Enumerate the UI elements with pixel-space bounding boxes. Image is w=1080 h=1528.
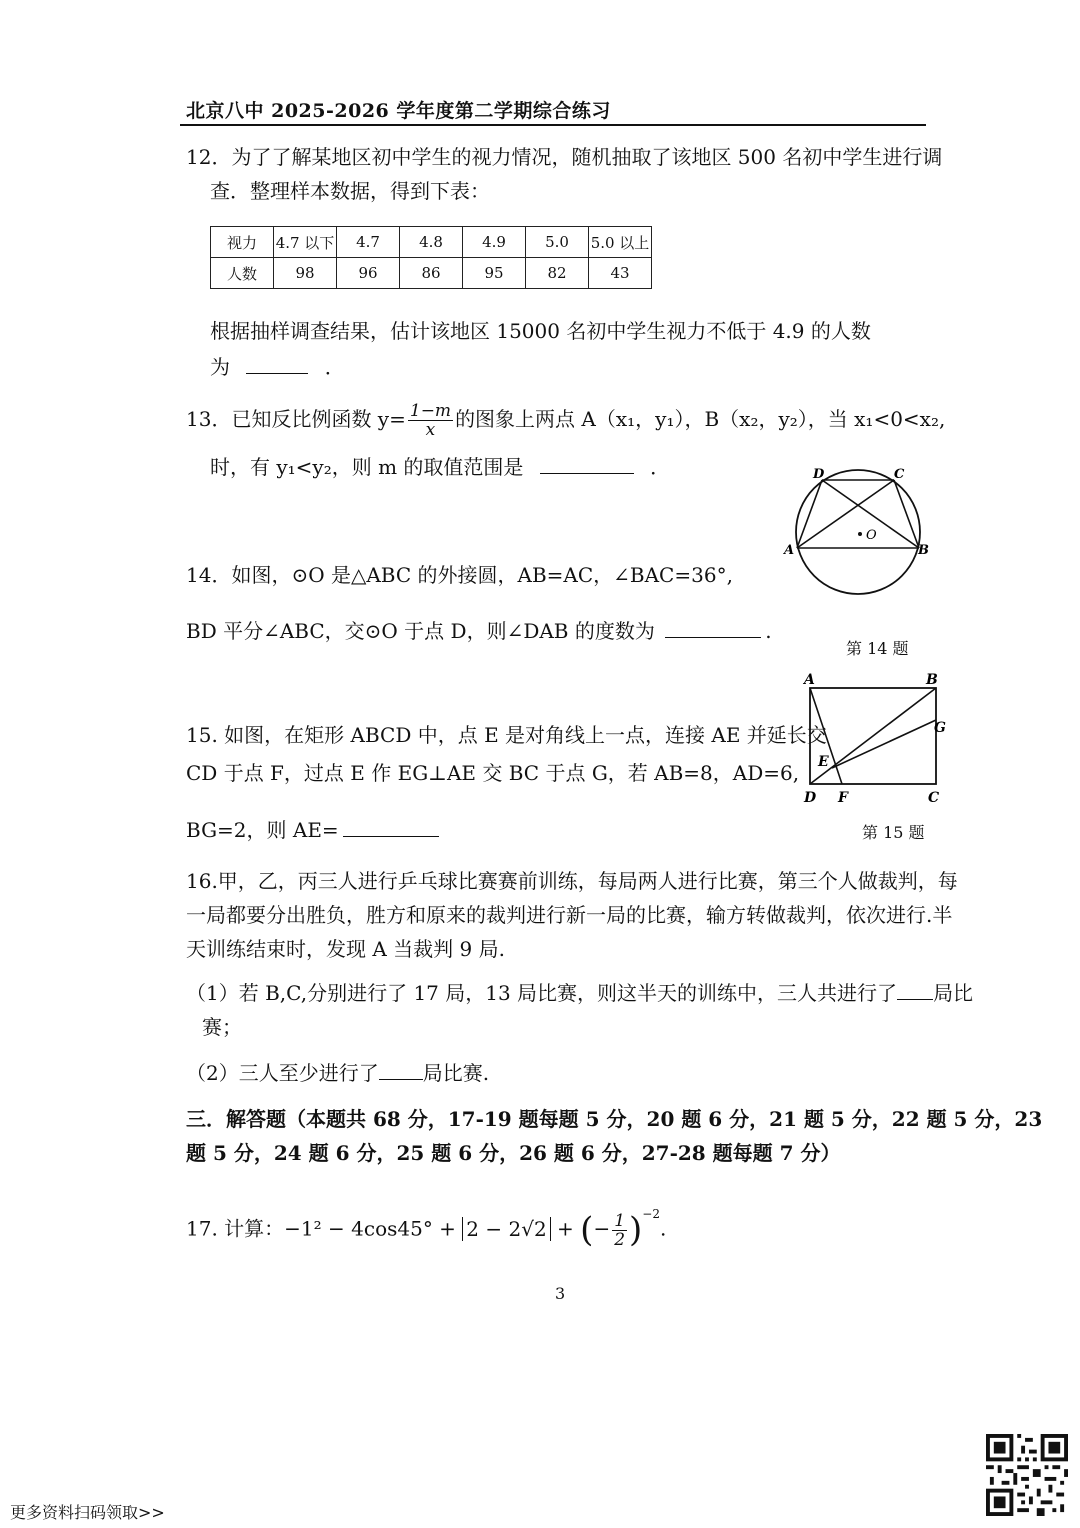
table-cell: 4.8 <box>400 227 463 258</box>
q17-abs: 2 − 2√2 <box>462 1217 550 1241</box>
q14-line2 <box>186 616 772 646</box>
figure-15-caption: 第 15 题 <box>862 823 925 842</box>
q17-suffix: . <box>660 1216 667 1241</box>
table-cell: 95 <box>463 258 526 289</box>
label-g: G <box>934 720 946 736</box>
q16-part1-line2: 赛； <box>202 1015 242 1039</box>
q17-right-paren: ) <box>629 1210 643 1251</box>
answer-blank[interactable] <box>897 981 933 1000</box>
label-c: C <box>894 467 905 482</box>
center-point <box>858 532 862 536</box>
q13-middle: 的图象上两点 A（x₁，y₁），B（x₂，y₂），当 x₁<0<x₂, <box>455 407 946 431</box>
q12-line4-suffix: ． <box>324 355 345 379</box>
footer-link[interactable]: 更多资料扫码领取>> <box>10 1503 165 1522</box>
q16-part1 <box>186 978 973 1008</box>
label-e: E <box>818 754 829 770</box>
q13-line2 <box>210 452 670 482</box>
q13-prefix: 13．已知反比例函数 y= <box>186 407 406 431</box>
q13-frac-num: 1−m <box>409 401 452 421</box>
label-o: O <box>866 528 877 543</box>
table-cell: 43 <box>589 258 652 289</box>
q12-line1: 12．为了了解某地区初中学生的视力情况，随机抽取了该地区 500 名初中学生进行调 <box>186 145 943 169</box>
table-row <box>211 227 652 258</box>
answer-blank[interactable] <box>665 619 761 638</box>
q16-part2-suffix: 局比赛. <box>422 1061 490 1085</box>
segment-bc <box>894 480 919 548</box>
label-a: A <box>784 543 795 558</box>
q17-line <box>186 1204 666 1250</box>
section3-line1: 三．解答题（本题共 68 分，17-19 题每题 5 分，20 题 6 分，21 题 5 分，22 题 5 分，23 <box>186 1107 1043 1131</box>
page-header-title: 北京八中 2025-2026 学年度第二学期综合练习 <box>186 100 611 122</box>
q17-frac-num: 1 <box>614 1210 626 1231</box>
table-cell: 4.9 <box>463 227 526 258</box>
label-b: B <box>926 672 938 688</box>
circle-o <box>796 470 920 594</box>
label-d: D <box>804 790 817 806</box>
answer-blank[interactable] <box>343 818 439 837</box>
label-f: F <box>838 790 848 806</box>
table-cell: 98 <box>274 258 337 289</box>
table-cell: 4.7 以下 <box>274 227 337 258</box>
q17-plus: + <box>550 1216 581 1241</box>
label-c: C <box>928 790 940 806</box>
table-cell: 5.0 <box>526 227 589 258</box>
q16-part2 <box>186 1058 489 1088</box>
q13-line2-prefix: 时，有 y₁<y₂，则 m 的取值范围是 <box>210 455 524 479</box>
figure-14-circle <box>780 462 930 632</box>
table-row-header: 人数 <box>211 258 274 289</box>
table-cell: 82 <box>526 258 589 289</box>
q16-part1-suffix: 局比 <box>933 981 974 1005</box>
table-cell: 96 <box>337 258 400 289</box>
vision-table <box>210 226 652 289</box>
q15-line3 <box>186 815 439 845</box>
q12-line2: 查．整理样本数据，得到下表： <box>210 179 490 203</box>
q16-line3: 天训练结束时，发现 A 当裁判 9 局. <box>186 937 505 961</box>
q16-line2: 一局都要分出胜负，胜方和原来的裁判进行新一局的比赛，输方转做裁判，依次进行.半 <box>186 903 953 927</box>
qr-code-icon[interactable] <box>986 1434 1068 1516</box>
q13-line1 <box>186 402 945 439</box>
table-cell: 4.7 <box>337 227 400 258</box>
q17-fraction <box>612 1212 627 1249</box>
header-rule <box>180 124 926 126</box>
figure-14-caption: 第 14 题 <box>846 639 909 658</box>
q17-expr1: −1² − 4cos45° + <box>284 1216 463 1241</box>
answer-blank[interactable] <box>246 355 308 374</box>
diagonal-db <box>810 688 936 784</box>
q14-line2-prefix: BD 平分∠ABC，交⊙O 于点 D，则∠DAB 的度数为 <box>186 619 655 643</box>
page-number: 3 <box>555 1284 566 1303</box>
answer-blank[interactable] <box>540 455 634 474</box>
q15-line1: 15. 如图，在矩形 ABCD 中，点 E 是对角线上一点，连接 AE 并延长交 <box>186 723 827 747</box>
q17-prefix: 17. 计算： <box>186 1216 285 1241</box>
q13-line2-suffix: ． <box>650 455 671 479</box>
q14-line2-suffix: . <box>765 619 772 643</box>
q12-line4-prefix: 为 <box>210 355 230 379</box>
q17-exponent: −2 <box>642 1207 660 1221</box>
q17-frac-den: 2 <box>614 1229 626 1250</box>
q12-line4 <box>210 352 345 382</box>
table-row <box>211 258 652 289</box>
q12-line3: 根据抽样调查结果，估计该地区 15000 名初中学生视力不低于 4.9 的人数 <box>210 319 871 343</box>
q17-left-paren: ( <box>580 1210 594 1251</box>
table-row-header: 视力 <box>211 227 274 258</box>
label-a: A <box>804 672 815 688</box>
segment-ad <box>797 480 822 548</box>
q13-frac-den: x <box>425 420 436 440</box>
q17-inner-sign: − <box>593 1216 611 1241</box>
q13-fraction <box>408 402 453 439</box>
q14-line1: 14．如图，⊙O 是△ABC 的外接圆，AB=AC，∠BAC=36°, <box>186 563 733 587</box>
label-d: D <box>813 467 825 482</box>
table-cell: 5.0 以上 <box>589 227 652 258</box>
q15-line2: CD 于点 F，过点 E 作 EG⊥AE 交 BC 于点 G，若 AB=8，AD=6, <box>186 761 800 785</box>
q15-line3-prefix: BG=2，则 AE= <box>186 818 339 842</box>
label-b: B <box>918 543 929 558</box>
q16-part1-prefix: （1）若 B,C,分别进行了 17 局，13 局比赛，则这半天的训练中，三人共进行了 <box>186 981 898 1005</box>
section3-line2: 题 5 分，24 题 6 分，25 题 6 分，26 题 6 分，27-28 题每题 7 分） <box>186 1141 841 1165</box>
answer-blank[interactable] <box>379 1061 423 1080</box>
q16-line1: 16.甲，乙，丙三人进行乒乓球比赛赛前训练，每局两人进行比赛，第三个人做裁判，每 <box>186 869 958 893</box>
q16-part2-prefix: （2）三人至少进行了 <box>186 1061 379 1085</box>
table-cell: 86 <box>400 258 463 289</box>
